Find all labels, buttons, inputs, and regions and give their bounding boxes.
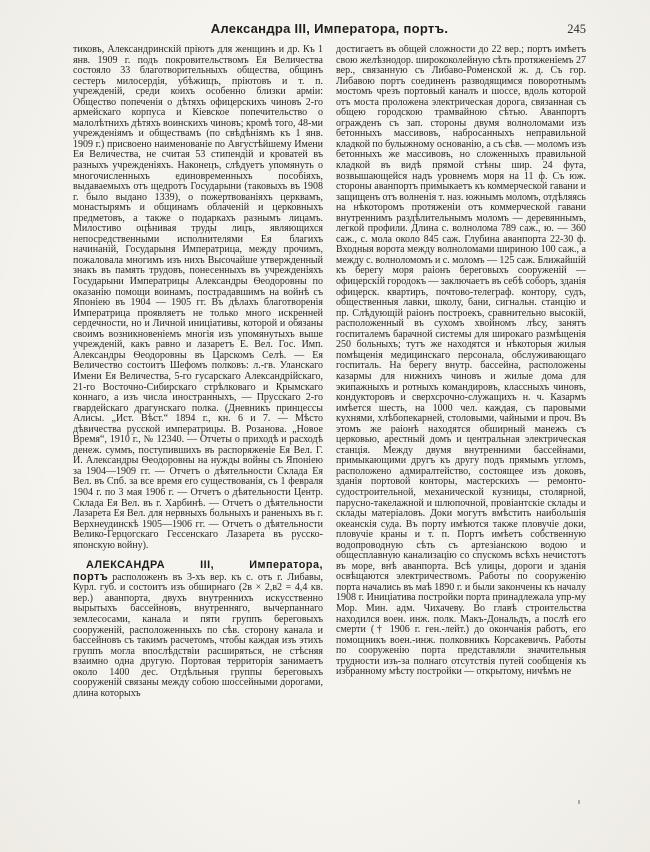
- right-column-paragraph: достигаетъ въ общей сложности до 22 вер.; портъ имѣетъ свою желѣзнодор. ширококолейную сѣть протяженіемъ 27 вер., связанную съ Либаво-Роменской ж. д. Съ гор. Либавою портъ соединенъ разводящимся поворотнымъ мостомъ чрезъ портовый каналъ и шоссе, вдоль которой отъ моста проложена электрическая дорога, связанная съ общею городскою трамвайною сѣтью. Аванпортъ огражденъ съ зап. стороны двумя волноломами изъ бетонныхъ массивовъ, набросанныхъ неправильной кладкой по булыжному основанію, а съ сѣв. — моломъ изъ бетонныхъ же массивовъ, но сложенныхъ правильной кладкой въ видѣ прямой стѣны шир. 24 фута, возвышающейся надъ уровнемъ моря на 11 ф. Съ юж. стороны аванпортъ примыкаетъ къ коммерческой гавани и защищенъ отъ волненія т. наз. южнымъ моломъ, отдѣляясь на нѣкоторомъ протяженіи отъ коммерческой гавани внутреннимъ раздѣлительнымъ моломъ — деревяннымъ, легкой профили. Длина с. волнолома 789 саж., ю. — 360 саж., с. мола около 845 саж. Глубина аванпорта 22-30 ф. Входныя ворота между волноломами шириною 100 саж., а между с. волноломомъ и с. моломъ — 125 саж. Ближайшій къ берегу моря раіонъ береговыхъ сооруженій — офицерскій городокъ — заключаетъ въ себѣ соборъ, зданія офицерск. квартиръ, почтово-телеграф. контору, судъ, общественныя лавки, школу, бани, сигнальн. станцію и пр. Слѣдующій раіонъ построекъ, сравнительно высокій, расположенный въ сухомъ хвойномъ лѣсу, занятъ госпиталемъ барачной системы для широкаго размѣщенія 250 больныхъ; тутъ же находятся и нѣкоторыя жилыя помѣщенія медицинскаго персонала, обслуживающаго госпиталь. На берегу внутр. бассейна, расположены казармы для нижнихъ чиновъ и жилые дома для экипажныхъ и ротныхъ командировъ, классныхъ чиновъ, кондукторовъ и сверхсрочно-служащихъ н. ч. Казармъ имѣется шесть, на 1000 чел. каждая, съ паровыми кухнями, хлѣбопекарней, столовыми, чайными и проч. Въ этомъ же раіонѣ находятся обширный манежъ съ церковью, арестный домъ и центральная электрическая станція. Между двумя внутренними бассейнами, примыкающими другъ къ другу подъ прямымъ угломъ, расположено адмиралтейство, состоящее изъ доковъ, зданія портовой конторы, мастерскихъ — ремонто-судостроительной, механической кузницы, столярной, парусно-такелажной и шлюпочной, провіантскіе склады и склады матеріаловъ. Доки могутъ вмѣстить наибольшія океанскія суда. Въ порту имѣются также пловучіе доки, пловучіе краны и т. п. Портъ имѣетъ собственную водопроводную сѣть съ артезіанскою водою и общесплавную канализацію со спускомъ всѣхъ нечистотъ въ море, внѣ аванпорта. Всѣ улицы, дороги и зданія освѣщаются электричествомъ. Работы по сооруженію порта начались въ маѣ 1890 г. и были закончены къ началу 1908 г. Иниціатива постройки порта принадлежала упр-му Мор. Мин. адм. Чихачеву. Во главѣ строительства находился воен. инж. полк. Макъ-Дональдъ, а послѣ его смерти († 1906 г. ген.-лейт.) до окончанія работъ, его помощникъ воен.-инж. полковникъ Корсакевичъ. Работы по сооруженію порта представляли значительныя трудности изъ-за полнаго отсутствія путей сообщенія къ избранному мѣсту постройки — открытому, ничѣмъ не: [336, 45, 586, 678]
- entry-paragraph: [73, 560, 323, 699]
- right-column: [336, 45, 586, 807]
- left-column: [73, 45, 323, 807]
- left-column-continuation-paragraph: тиковъ, Александринскій пріютъ для женщинъ и др. Къ 1 янв. 1909 г. подъ покровительствомъ Ея Величества состояло 33 благотворительныхъ общества, общинъ сестеръ милосердія, убѣжищъ, пріютовъ и т. п. учрежденій, среди коихъ особенно близки арміи: Общество попеченія о дѣтяхъ офицерскихъ чиновъ 2-го армейскаго корпуса и Кіевское попечительство о малолѣтнихъ дѣтяхъ воинскихъ чиновъ; кромѣ того, 48-ми учрежденіямъ и обществамъ (по свѣдѣніямъ къ 1 янв. 1909 г.) присвоено наименованіе по Августѣйшему Имени Ея Величества, не считая 53 стипендій и кроватей въ разныхъ учрежденіяхъ. Наконецъ, слѣдуетъ упомянуть о многочисленныхъ единовременныхъ пособіяхъ, выдаваемыхъ отъ щедротъ Государыни (таковыхъ въ 1908 г. было выдано 1339), о пожертвованіяхъ церквамъ, монастырямъ и общинамъ облаченій и церковныхъ предметовъ, а также о подаркахъ разнымъ лицамъ. Милостиво оцѣнивая труды лицъ, являющихся непосредственными исполнителями Ея благихъ начинаній, Государыня Императрица, между прочимъ, пожаловала многимъ изъ нихъ Высочайше утвержденный знакъ въ память трудовъ, понесенныхъ въ учрежденіяхъ Государыни Императрицы Александры Ѳеодоровны по оказанію помощи воинамъ, пострадавшимъ на войнѣ съ Японіею въ 1904 — 1905 гг. Въ дѣлахъ благотворенія Императрица проявляетъ не только много искренней сердечности, но и Личной иниціативы, которой и обязаны своимъ возникновеніемъ многія изъ упомянутыхъ выше учрежденій, какъ равно и лазаретъ Е. Вел. Гос. Имп. Александры Ѳеодоровны въ Царскомъ Селѣ. — Ея Величество состоитъ Шефомъ полковъ: л.-гв. Уланскаго Имени Ея Величества, 5-го гусарскаго Александрійскаго, 21-го Восточно-Сибирскаго стрѣлковаго и Крымскаго коннаго, а изъ числа иностранныхъ, — Прусскаго 2-го гвардейскаго драгунскаго полка. (Дневникъ принцессы Алисы. „Ист. Вѣст.“ 1894 г., кн. 6 и 7. — Мѣсто дѣвичества русской императрицы. В. Розанова. „Новое Время“, 1910 г., № 12340. — Отчеты о приходѣ и расходѣ денеж. суммъ, поступившихъ въ распоряженіе Ея Вел. Г. И. Александры Ѳеодоровны на нужды войны съ Японіею за 1904—1909 гг. — Отчетъ о дѣятельности Склада Ея Вел. въ Спб. за все время его существованія, съ 1 февраля 1904 г. по 3 мая 1906 г. — Отчетъ о дѣятельности Центр. Склада Ея Вел. въ г. Харбинѣ. — Отчетъ о дѣятельности Лазарета Ея Вел. для нервныхъ больныхъ и раненыхъ въ г. Верхнеудинскѣ 1905—1906 гг. — Отчетъ о дѣятельности Велико-Герцогскаго Гессенскаго Лазарета въ русско-японскую войну).: [73, 45, 323, 551]
- running-title: Александра III, Императора, портъ.: [210, 21, 449, 36]
- printer-speck: [578, 800, 580, 804]
- page-header: [73, 21, 586, 39]
- entry-heading: АЛЕКСАНДРА III, Императора, портъ: [73, 559, 323, 583]
- entry-body-left: расположенъ въ 3-хъ вер. къ с. отъ г. Либавы, Курл. губ. и состоитъ изъ обширнаго (2в × 2,в2 = 4,4 кв. вер.) аванпорта, двухъ внутреннихъ искусственно вырытыхъ бассейновъ, внутренняго, вычерпаннаго землесосами, канала и пяти группъ береговыхъ сооруженій, расположенныхъ по сѣв. сторону канала и бассейновъ съ такимъ расчетомъ, чтобы каждая изъ этихъ группъ могла впослѣдствіи расширяться, не стѣсняя взаимно одна другую. Портовая территорія занимаетъ около 1400 дес. Отдѣльныя группы береговыхъ сооруженій связаны между собою шоссейными дорогами, длина которыхъ: [73, 571, 323, 699]
- page-number: 245: [567, 22, 586, 36]
- text-columns: [73, 45, 586, 807]
